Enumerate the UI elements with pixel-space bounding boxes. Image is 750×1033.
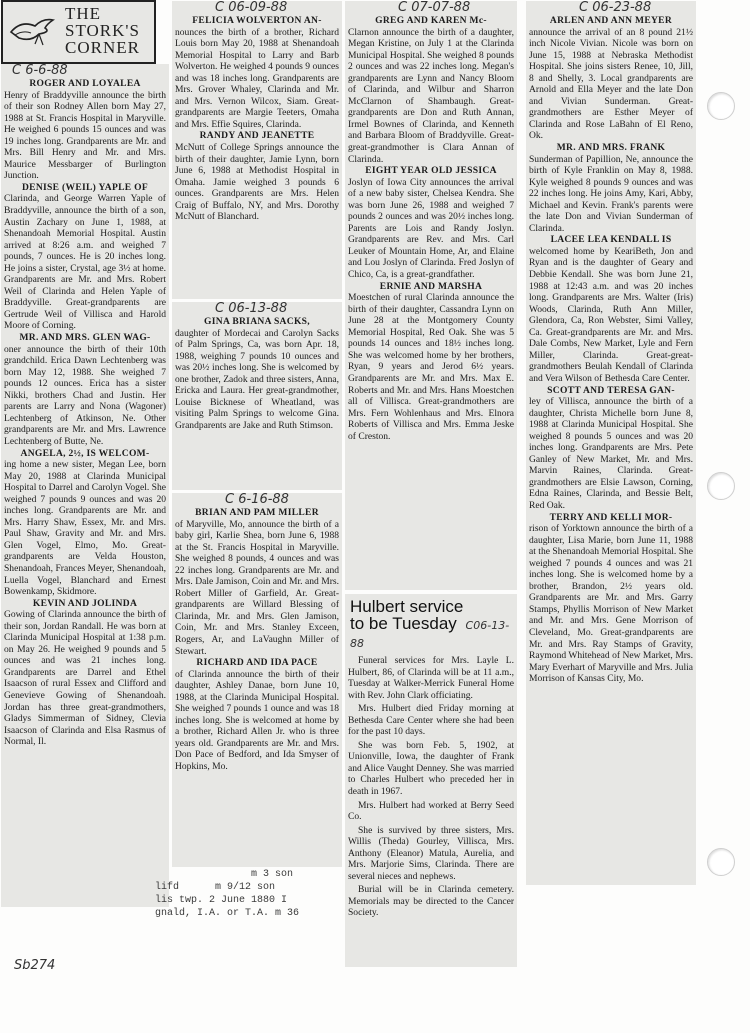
announcement-text: Joslyn of Iowa City announces the arrival of a new baby sister, Chelsea Kendra. She was born June 26, 1988 and weighed 7 pounds 2 ounces and was 20½ inches long. Parents are Lois and Randy Joslyn. Grandparents are Rev. and Mrs. Carl Leuker of Mountain Home, Ar, and Elaine and Lou Joslyn of Clarinda. Fred Joslyn of Chico, Ca, is a great-grandfather. xyxy=(348,176,514,281)
stork-icon xyxy=(9,12,57,48)
announcement-heading: MR. AND MRS. FRANK xyxy=(556,142,666,154)
announcement-text: of Clarinda announce the birth of their daughter, Ashley Danae, born June 10, 1988, at the Clarinda Municipal Hospital. She weighed 7 pounds 1 ounce and was 18 inches long. She is welcomed at home by a brother, Richard Allen Jr. who is three years old. Grandparents are Mr. and Mrs. Don Pace of Bedford, and Ida Smyser of Hopkins, Mo. xyxy=(175,668,339,773)
announcement-text: oner announce the birth of their 10th grandchild. Erica Dawn Lechtenberg was born May 12, 1988. She weighed 7 pounds 12 ounces. Erica has a sister Nikki, brothers Chad and Justin. Her parents are Larry and Nona (Wagoner) Lechtenberg of Atkinson, Ne. Other grandparents are Mr. and Mrs. Lawrence Lechtenberg of Butte, Ne. xyxy=(4,343,166,447)
handwritten-date: C 6-16-88 xyxy=(225,492,289,507)
handwritten-date: C 06-13-88 xyxy=(215,301,288,316)
clipping-col2-middle xyxy=(172,302,342,490)
binder-hole xyxy=(707,472,735,500)
announcement-heading: ANGELA, 2½, IS WELCOM- xyxy=(20,447,150,459)
handwritten-date: C 06-09-88 xyxy=(215,0,288,15)
announcement-text: Gowing of Clarinda announce the birth of their son, Jordan Randall. He was born at Clarinda Municipal Hospital at 1:38 p.m. on May 26. He weighed 9 pounds and 5 ounces and was 21 inches long. Grandparents are Darrel and Ethel Isaacson of rural Essex and Clifford and Genevieve Gowing of Shenandoah. Jordan has three great-grandmothers, Gladys Simmerman of Sidney, Clevia Isaacson of Clarinda and Elsa Rasmus of Normal, Il. xyxy=(4,609,166,748)
binder-hole xyxy=(707,92,735,120)
announcement-heading: ERNIE AND MARSHA xyxy=(379,280,483,292)
record-line: gnald, I.A. or T.A. m 36 xyxy=(155,908,300,919)
obituary-text: She was born Feb. 5, 1902, at Unionville, Iowa, the daughter of Frank and Alice Vaught Denney. She was married to Charles Hulbert who preceded her in death in 1967. xyxy=(348,739,514,798)
record-line: m 3 son xyxy=(155,869,294,880)
old-record-strip xyxy=(155,868,345,919)
obituary-text: Burial will be in Clarinda cemetery. Memorials may be directed to the Cancer Society. xyxy=(348,884,514,919)
announcement-heading: SCOTT AND TERESA GAN- xyxy=(547,384,675,396)
clipping-col3 xyxy=(345,1,517,590)
announcement-heading: MR. AND MRS. GLEN WAG- xyxy=(19,332,151,344)
clipping-col2-top xyxy=(172,1,342,299)
announcement-text: Henry of Braddyville announce the birth of their son Rodney Allen born May 27, 1988 at St. Francis Hospital in Maryville. He weighed 6 pounds 15 ounces and was 19 inches long. Grandparents are Mr. and Mrs. Bill Henry and Mr. and Mrs. Maurice Messbarger of Burlington Junction. xyxy=(4,89,166,182)
clipping-col2-bottom xyxy=(172,493,342,867)
announcement-heading: RANDY AND JEANETTE xyxy=(199,130,315,142)
clipping-col4 xyxy=(526,1,696,885)
page-number: Sb274 xyxy=(14,958,56,973)
announcement-text: Clarinda, and George Warren Yaple of Braddyville, announce the birth of a son, Austin Zachary on June 1, 1988, at Shenandoah Memorial Hospital. Austin arrived at 8:26 a.m. and weighed 7 pounds, 7 ounces. He is 20 inches long. He joins a sister, Crystal, age 3½ at home. Grandparents are Mr. and Mrs. Robert Weil of Clarinda and Helen Yaple of Braddyville. Great-grandparents are Gertrude Weil of Villisca and Harold Moore of Corning. xyxy=(4,193,166,332)
announcement-text: welcomed home by KeariBeth, Jon and Ryan and is the daughter of Geary and Debbie Kendall. She was born June 21, 1988 at 12:43 a.m. and was 20 inches long. Grandparents are Mrs. Walter (Iris) Woods, Clarinda, Ruth Ann Miller, Glendora, Ca, Ron Webster, Simi Valley, Ca. Great-grandparents are Mr. and Mrs. Dale Combs, New Market, Lyle and Fern Miller, Clarinda. Great-great-grandmothers Beulah Kendall of Clarinda and Vera Wilson of Bethesda Care Center. xyxy=(529,245,693,384)
binder-hole xyxy=(707,848,735,876)
obituary-text: Funeral services for Mrs. Layle L. Hulbert, 86, of Clarinda will be at 11 a.m., Tuesday at Walker-Merrick Funeral Home with Rev. John Clark officiating. xyxy=(348,655,514,701)
announcement-text: Moestchen of rural Clarinda announce the birth of their daughter, Cassandra Lynn on June 28 at the Montgomery County Memorial Hospital, Red Oak. She was 5 pounds 14 ounces and 18½ inches long. She was welcomed home by her brothers, Ryan, 9 years and Jerod 6½ years. Grandparents are Mr. and Mrs. Max E. Roberts and Mr. and Mrs. Hans Moestchen all of Villisca. Great-grandmothers are Mrs. Fern Wohlenhaus and Mrs. Elnora Roberts of Villisca and Mrs. Emma Jeske of Creston. xyxy=(348,292,514,442)
handwritten-date: C 06-23-88 xyxy=(579,0,652,15)
clipping-col1 xyxy=(1,64,169,907)
announcement-heading: GINA BRIANA SACKS, xyxy=(204,316,310,327)
announcement-text: of Maryville, Mo, announce the birth of a baby girl, Karlie Shea, born June 6, 1988 at the St. Francis Hospital in Maryville. She weighed 8 pounds, 4 ounces and was 22 inches long. Grandparents are Mr. and Mrs. Dale Jamison, Coin and Mr. and Mrs. Robert Miller of Garfield, Ar. Great-grandparents are Willard Blessing of Clarinda, Mr. and Mrs. Glen Jamison, Coin, Mr. and Mrs. Stanley Exceen, Rogers, Ar, and LaVaughn Miller of Stewart. xyxy=(175,518,339,657)
announcement-text: rison of Yorktown announce the birth of a daughter, Lisa Marie, born June 11, 1988 at the Shenandoah Memorial Hospital. She weighed 7 pounds 4 ounces and was 21 inches long. She is welcomed home by a brother, Brandon, 2½ years old. Grandparents are Mr. and Mrs. Garry Stamps, Phyllis Morrison of New Market and Mr. and Mrs. Gene Morrison of Cleveland, Mo. Great-grandparents are Mr. and Mrs. Ray Stamps of Gravity, Raymond Whitehead of New Market, Mrs. Mary Everhart of Maryville and Mrs. Julia Morrison of Kansas City, Mo. xyxy=(529,523,693,685)
announcement-text: nounces the birth of a brother, Richard Louis born May 20, 1988 at Shenandoah Memorial Hospital to Larry and Barb Wolverton. He weighed 4 pounds 9 ounces and was 18 inches long. Grandparents are Mrs. Grover Whaley, Clarinda and Mr. and Mrs. Vernon Wilcox, Siam. Great-grandparents are Margie Teeters, Omaha and Mrs. Effie Squires, Clarinda. xyxy=(175,26,339,130)
logo-line-1: THE xyxy=(65,4,102,23)
obituary-title-line: to be Tuesday xyxy=(350,614,457,633)
announcement-text: ing home a new sister, Megan Lee, born May 20, 1988 at Clarinda Municipal Hospital to Darrel and Carolyn Vogel. She weighed 7 pounds 9 ounces and was 20 inches long. Grandparents are Mr. and Mrs. Harry Shaw, Essex, Mr. and Mrs. Paul Shaw, Gravity and Mr. and Mrs. Glen Vogel, Elmo, Mo. Great-grandparents are Velda Houston, Shenandoah, Frances Meyer, Shenandoah, Luella Vogel, Blanchard and Ernest Bowenkamp, Skidmore. xyxy=(4,459,166,598)
announcement-text: announce the arrival of an 8 pound 21½ inch Nicole Vivian. Nicole was born on June 15, 1988 at Nebraska Methodist Hospital. She joins sisters Renee, 10, Jill, 8 and Shelly, 3. Local grandparents are Arnold and Ella Meyer and the late Don and Vivian Sunderman. Great-grandmothers are Esther Meyer of Clarinda and Rose LaBahn of El Reno, Ok. xyxy=(529,26,693,142)
announcement-heading: LACEE LEA KENDALL IS xyxy=(550,234,672,246)
record-line: lifd m 9/12 son xyxy=(155,882,276,893)
record-line: lis twp. 2 June 1880 I xyxy=(155,895,288,906)
obituary-text: She is survived by three sisters, Mrs. Willis (Theda) Gourley, Villisca, Mrs. Anthony (Eleanor) Matula, Aurelia, and Mrs. Marjorie Sims, Clarinda. There are several nieces and nephews. xyxy=(348,824,514,882)
announcement-text: ley of Villisca, announce the birth of a daughter, Christa Michelle born June 8, 1988 at Clarinda Municipal Hospital. She weighed 8 pounds 5 ounces and was 20 inches long. Grandparents are Mrs. Pete Ganley of New Market, Mr. and Mrs. Marvin Raines, Clarinda. Great-grandmothers are Elsie Lawson, Corning, Edna Raines, Clarinda, and Bessie Belt, Red Oak. xyxy=(529,396,693,511)
announcement-heading: BRIAN AND PAM MILLER xyxy=(195,507,319,518)
announcement-text: Clarnon announce the birth of a daughter, Megan Kristine, on July 1 at the Clarinda Municipal Hospital. She weighed 8 pounds 2 ounces and was 22 inches long. Megan's grandparents are Lynn and Nancy Bloom of Clarinda, and Wilbur and Sharron McClarnon of Shambaugh. Great-grandparents are Don and Ruth Annan, Irmel Bownes of Clarinda, and Kenneth and Barbara Bloom of Braddyville. Great-great-grandmother is Clara Annan of Clarinda. xyxy=(348,26,514,165)
storks-corner-logo xyxy=(1,0,156,64)
announcement-text: McNutt of College Springs announce the birth of their daughter, Jamie Lynn, born June 6, 1988 at Methodist Hospital in Omaha. Jamie weighed 3 pounds 6 ounces. Grandparents are Mrs. Helen Craig of Buffalo, NY, and Mrs. Dorothy McNutt of Blanchard. xyxy=(175,142,339,223)
announcement-heading: KEVIN AND JOLINDA xyxy=(32,597,138,609)
handwritten-date: C 6-6-88 xyxy=(12,63,68,78)
handwritten-date: C 07-07-88 xyxy=(398,0,471,15)
announcement-heading: RICHARD AND IDA PACE xyxy=(196,657,318,669)
announcement-heading: EIGHT YEAR OLD JESSICA xyxy=(365,165,497,177)
handwritten-date: C06-13-88 xyxy=(350,619,510,650)
obituary-title-line: Hulbert service xyxy=(350,597,464,616)
announcement-text: daughter of Mordecai and Carolyn Sacks of Palm Springs, Ca, was born Apr. 18, 1988, weighing 7 pounds 10 ounces and was 20½ inches long. She is welcomed by one brother, Zadok and three sisters, Anna, Ericka and Laura. Her great-grandmother, Louise Bicknese of Wheatland, was visiting Palm Springs to welcome Gina. Grandparents are Jake and Ruth Stimson. xyxy=(175,327,339,431)
hulbert-obituary xyxy=(345,594,517,967)
obituary-text: Mrs. Hulbert died Friday morning at Bethesda Care Center where she had been for the past 10 days. xyxy=(348,703,514,738)
announcement-heading: TERRY AND KELLI MOR- xyxy=(549,511,673,523)
announcement-heading: GREG AND KAREN Mc- xyxy=(375,15,487,26)
announcement-heading: DENISE (WEIL) YAPLE OF xyxy=(21,181,149,193)
logo-line-3: CORNER xyxy=(65,38,140,57)
logo-line-2: STORK'S xyxy=(65,21,140,40)
announcement-text: Sunderman of Papillion, Ne, announce the birth of Kyle Franklin on May 8, 1988. Kyle weighed 8 pounds 9 ounces and was 22 inches long. He joins Amy, Kari, Abby, Michael and Kevin. Frank's parents were the late Don and Vivian Sunderman of Clarinda. xyxy=(529,153,693,234)
announcement-heading: ROGER AND LOYALEA xyxy=(29,78,141,89)
obituary-title xyxy=(350,598,514,651)
announcement-heading: FELICIA WOLVERTON AN- xyxy=(192,15,322,26)
obituary-text: Mrs. Hulbert had worked at Berry Seed Co. xyxy=(348,799,514,823)
announcement-heading: ARLEN AND ANN MEYER xyxy=(549,15,673,26)
